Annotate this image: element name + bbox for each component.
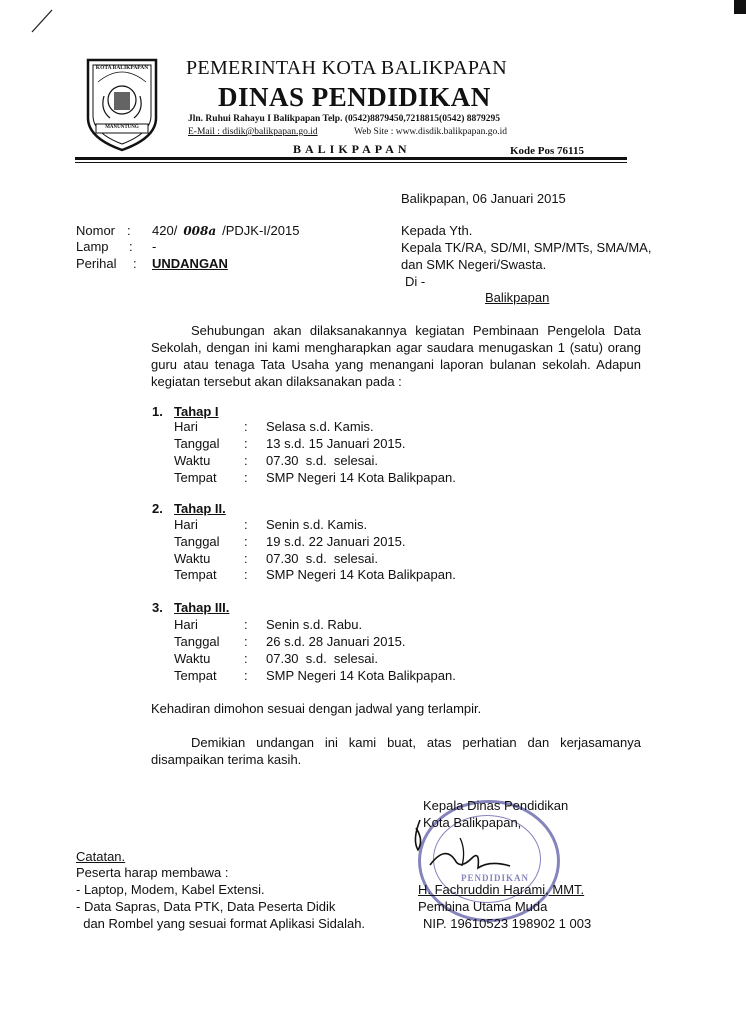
lamp-value: - [152,239,157,254]
recipient-line-1: Kepada Yth. [401,223,473,238]
signer-rank: Pembina Utama Muda [418,899,548,914]
tempat-value: SMP Negeri 14 Kota Balikpapan. [266,567,456,582]
nomor-colon: : [127,223,131,238]
waktu-value: 07.30 s.d. selesai. [266,551,379,566]
waktu-value: 07.30 s.d. selesai. [266,453,379,468]
nomor-label: Nomor [76,223,116,238]
nomor-prefix: 420/ [152,223,178,238]
waktu-label: Waktu [174,651,211,666]
stage-title: Tahap I [174,404,219,419]
perihal-label: Perihal [76,256,117,271]
stage-title: Tahap III. [174,600,230,615]
hari-value: Senin s.d. Kamis. [266,517,368,532]
email: E-Mail : disdik@balikpapan.go.id [188,127,318,137]
website: Web Site : www.disdik.balikpapan.go.id [354,127,507,137]
colon: : [244,551,248,566]
address: Jln. Ruhui Rahayu I Balikpapan Telp. (0542)8879450,7218815(0542) 8879295 [188,114,500,124]
corner-mark [734,0,746,14]
colon: : [244,517,248,532]
tempat-label: Tempat [174,668,217,683]
perihal-colon: : [133,256,137,271]
lamp-label: Lamp [76,239,109,254]
colon: : [244,617,248,632]
header-rule-thin [75,162,627,163]
notes-line: - Laptop, Modem, Kabel Extensi. [76,882,265,897]
recipient-block [401,222,661,312]
stage-item [151,599,601,684]
colon: : [244,453,248,468]
recipient-line-5: Balikpapan [485,290,550,305]
notes-title: Catatan. [76,849,126,864]
colon: : [244,567,248,582]
recipient-line-2: Kepala TK/RA, SD/MI, SMP/MTs, SMA/MA, [401,240,652,255]
stage-list [151,403,601,693]
hari-label: Hari [174,617,198,632]
stage-number: 2. [152,501,163,516]
attendance-note: Kehadiran dimohon sesuai dengan jadwal yang terlampir. [151,701,482,716]
tanggal-value: 26 s.d. 28 Januari 2015. [266,634,406,649]
stage-item [151,403,601,488]
stage-number: 1. [152,404,163,419]
letter-date: Balikpapan, 06 Januari 2015 [401,191,566,206]
waktu-label: Waktu [174,453,211,468]
intro-paragraph: Sehubungan akan dilaksanakannya kegiatan Pembinaan Pengelola Data Sekolah, dengan ini kami mengharapkan agar saudara menugaskan 1 (satu) orang guru atau tenaga Tata Usaha yang menangani laporan bulanan sekolah. Adapun kegiatan tersebut akan dilaksanakan pada : [151,323,641,389]
tanggal-label: Tanggal [174,534,220,549]
logo-top-text: KOTA BALIKPAPAN [95,65,149,71]
header-rule-thick [75,157,627,160]
nomor-suffix: /PDJK-I/2015 [222,223,300,238]
hari-value: Senin s.d. Rabu. [266,617,363,632]
nomor-value [152,222,299,240]
signer-nip: NIP. 19610523 198902 1 003 [423,916,592,931]
tanggal-label: Tanggal [174,436,220,451]
handwritten-signature [400,810,530,900]
tempat-value: SMP Negeri 14 Kota Balikpapan. [266,470,456,485]
notes-line: - Data Sapras, Data PTK, Data Peserta Didik [76,899,336,914]
colon: : [244,436,248,451]
tanggal-value: 19 s.d. 22 Januari 2015. [266,534,406,549]
hari-value: Selasa s.d. Kamis. [266,419,374,434]
agency-name: DINAS PENDIDIKAN [218,82,491,112]
notes-line: dan Rombel yang sesuai format Aplikasi Sidalah. [76,916,366,931]
colon: : [244,419,248,434]
hari-label: Hari [174,419,198,434]
tempat-label: Tempat [174,567,217,582]
notes-block [76,848,376,938]
hari-label: Hari [174,517,198,532]
colon: : [244,651,248,666]
colon: : [244,668,248,683]
colon: : [244,470,248,485]
closing-paragraph: Demikian undangan ini kami buat, atas perhatian dan kerjasamanya disampaikan terima kasih. [151,735,641,767]
lamp-colon: : [129,239,133,254]
pen-mark [30,8,54,34]
notes-line: Peserta harap membawa : [76,865,229,880]
colon: : [244,534,248,549]
stage-item [151,500,601,585]
recipient-line-3: dan SMK Negeri/Swasta. [401,257,547,272]
signer-name: H. Fachruddin Harami, MMT. [418,882,585,897]
postal-code: Kode Pos 76115 [510,145,584,157]
meta-block [76,222,376,282]
recipient-line-4: Di - [405,274,426,289]
stage-title: Tahap II. [174,501,226,516]
perihal-value: UNDANGAN [152,256,228,271]
colon: : [244,634,248,649]
city-label: BALIKPAPAN [293,142,411,156]
gov-name: PEMERINTAH KOTA BALIKPAPAN [186,57,507,79]
waktu-label: Waktu [174,551,211,566]
signer-title: Kepala Dinas Pendidikan [423,798,569,813]
nomor-handwritten: 008a [183,224,217,238]
tanggal-label: Tanggal [174,634,220,649]
tanggal-value: 13 s.d. 15 Januari 2015. [266,436,406,451]
tempat-value: SMP Negeri 14 Kota Balikpapan. [266,668,456,683]
waktu-value: 07.30 s.d. selesai. [266,651,379,666]
logo-bottom-text: MANUNTUNG [105,125,139,130]
tempat-label: Tempat [174,470,217,485]
stamp-text: PENDIDIKAN [461,873,530,883]
signer-office: Kota Balikpapan, [423,815,522,830]
stage-number: 3. [152,600,163,615]
